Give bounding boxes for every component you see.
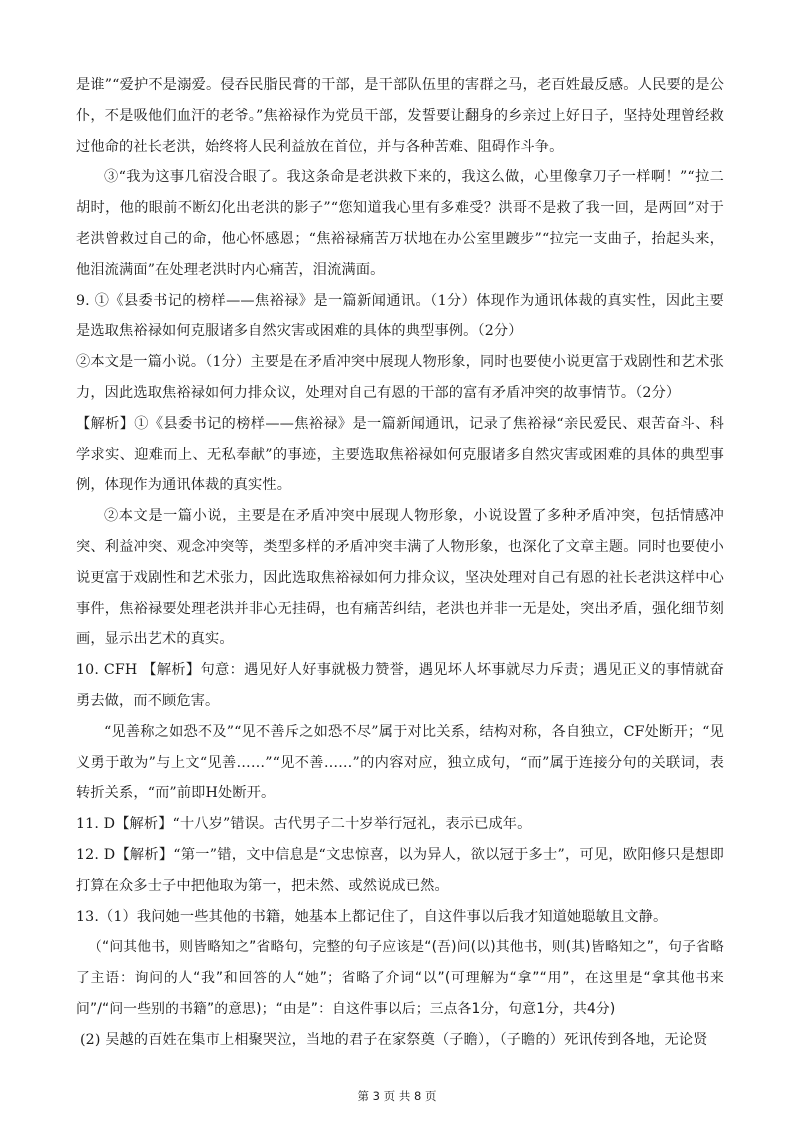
answer-13-note: （“问其他书，则皆略知之”省略句，完整的句子应该是“(吾)问(以)其他书，则(其)皆略知之”，句子省略了主语：询问的人“我”和回答的人“她”；省略了介词“以”(可理解为“拿”“用”，在这里是“拿其他书来问”/“问一些别的书籍”的意思)；“由是”：自这件事以后；三点各1分，句意1分，共4分): [76, 939, 724, 1017]
page-footer: 第 3 页 共 8 页: [357, 1089, 437, 1103]
answer-11: 11. D【解析】“十八岁”错误。古代男子二十岁举行冠礼，表示已成年。: [76, 816, 532, 833]
answer-13-part-2: (2) 吴越的百姓在集市上相聚哭泣，当地的君子在家祭奠（子瞻），（子瞻的）死讯传到各地，无论贤: [80, 1031, 708, 1048]
answer-10: 10. CFH 【解析】句意：遇见好人好事就极力赞誉，遇见坏人坏事就尽力斥责；遇见正义的事情就奋勇去做，而不顾危害。: [76, 662, 724, 709]
analysis-9-part-2: ②本文是一篇小说，主要是在矛盾冲突中展现人物形象，小说设置了多种矛盾冲突，包括情感冲突、利益冲突、观念冲突等，类型多样的矛盾冲突丰满了人物形象，也深化了文章主题。同时也要使小说更富于戏剧性和艺术张力，因此选取焦裕禄如何力排众议，坚决处理对自己有恩的社长老洪这样中心事件，焦裕禄要处理老洪并非心无挂碍，也有痛苦纠结，老洪也并非一无是处，突出矛盾，强化细节刻画，显示出艺术的真实。: [76, 508, 724, 648]
answer-12: 12. D【解析】“第一”错，文中信息是“文忠惊喜，以为异人，欲以冠于多士”，可见，欧阳修只是想即打算在众多士子中把他取为第一，把未然、或然说成已然。: [76, 846, 724, 894]
paragraph-2: ③“我为这事几宿没合眼了。我这条命是老洪救下来的，我这么做，心里像拿刀子一样啊！”“拉二胡时，他的眼前不断幻化出老洪的影子”“您知道我心里有多难受？洪哥不是救了我一回，是两回”对于老洪曾救过自己的命，他心怀感恩；“焦裕禄痛苦万状地在办公室里踱步”“拉完一支曲子，抬起头来，他泪流满面”在处理老洪时内心痛苦，泪流满面。: [76, 169, 724, 278]
answer-9-part-2: ②本文是一篇小说。（1分）主要是在矛盾冲突中展现人物形象，同时也要使小说更富于戏剧性和艺术张力，因此选取焦裕禄如何力排众议，处理对自己有恩的干部的富有矛盾冲突的故事情节。（2分）: [76, 354, 724, 401]
answer-13-part-1: 13.（1）我问她一些其他的书籍，她基本上都记住了，自这件事以后我才知道她聪敏且文静。: [76, 908, 668, 925]
paragraph-1: 是谁”“爱护不是溺爱。侵吞民脂民膏的干部，是干部队伍里的害群之马，老百姓最反感。人民要的是公仆，不是吸他们血汗的老爷。”焦裕禄作为党员干部，发誓要让翻身的乡亲过上好日子，坚持处理曾经救过他命的社长老洪，始终将人民利益放在首位，并与各种苦难、阻碍作斗争。: [76, 77, 724, 155]
analysis-9-part-1: 【解析】①《县委书记的榜样——焦裕禄》是一篇新闻通讯，记录了焦裕禄“亲民爱民、艰苦奋斗、科学求实、迎难而上、无私奉献”的事迹，主要选取焦裕禄如何克服诸多自然灾害或困难的具体的典型事例，体现作为通讯体裁的真实性。: [76, 415, 724, 494]
analysis-10: “见善称之如恐不及”“见不善斥之如恐不尽”属于对比关系，结构对称，各自独立，CF处断开；“见义勇于敢为”与上文“见善……”“见不善……”的内容对应，独立成句，“而”属于连接分句的关联词，表转折关系，“而”前即H处断开。: [76, 723, 724, 802]
answer-9-part-1: 9. ①《县委书记的榜样——焦裕禄》是一篇新闻通讯。（1分）体现作为通讯体裁的真实性，因此主要是选取焦裕禄如何克服诸多自然灾害或困难的具体的典型事例。（2分）: [76, 292, 724, 340]
